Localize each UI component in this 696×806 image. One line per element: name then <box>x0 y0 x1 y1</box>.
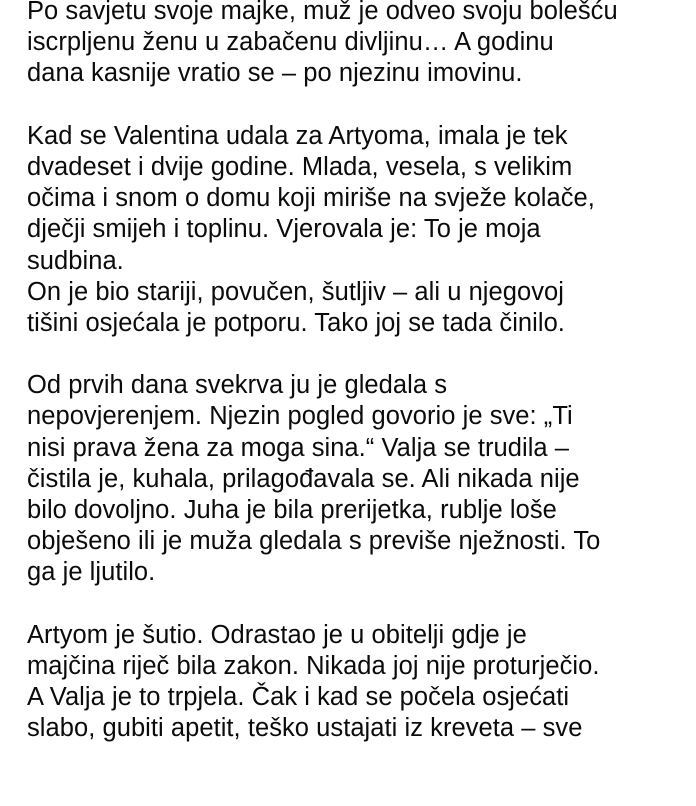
paragraph-2 <box>27 121 695 339</box>
text-line: dječji smijeh i toplinu. Vjerovala je: To je moja <box>27 215 541 244</box>
text-line: Po savjetu svoje majke, muž je odveo svoju bolešću <box>27 0 618 25</box>
text-line: dana kasnije vratio se – po njezinu imovinu. <box>27 59 523 88</box>
text-line: Od prvih dana svekrva ju je gledala s <box>27 371 447 400</box>
text-line: tišini osjećala je potporu. Tako joj se tada činilo. <box>27 308 565 337</box>
text-line: slabo, gubiti apetit, teško ustajati iz kreveta – sve <box>27 714 583 743</box>
paragraph-gap <box>27 90 695 121</box>
text-line: nepovjerenjem. Njezin pogled govorio je sve: „Ti <box>27 402 573 431</box>
text-line: A Valja je to trpjela. Čak i kad se počela osjećati <box>27 683 570 712</box>
text-line: obješeno ili je muža gledala s previše nježnosti. To <box>27 527 601 556</box>
paragraph-3 <box>27 370 695 588</box>
paragraph-gap <box>27 339 695 370</box>
paragraph-1 <box>27 0 695 90</box>
text-line: sudbina. <box>27 246 124 275</box>
text-line: majčina riječ bila zakon. Nikada joj nije proturječio. <box>27 651 600 680</box>
text-line: ga je ljutilo. <box>27 558 156 587</box>
text-line: očima i snom o domu koji miriše na svježe kolače, <box>27 184 595 213</box>
text-line: dvadeset i dvije godine. Mlada, vesela, s velikim <box>27 152 573 181</box>
text-line: nisi prava žena za moga sina.“ Valja se trudila – <box>27 433 570 462</box>
text-line: bilo dovoljno. Juha je bila prerijetka, rublje loše <box>27 496 557 524</box>
text-line: Kad se Valentina udala za Artyoma, imala je tek <box>27 121 568 150</box>
paragraph-4 <box>27 620 695 745</box>
text-line: On je bio stariji, povučen, šutljiv – ali u njegovoj <box>27 277 564 306</box>
paragraph-gap <box>27 589 695 620</box>
text-line: iscrpljenu ženu u zabačenu divljinu… A godinu <box>27 28 554 57</box>
text-line: čistila je, kuhala, prilagođavala se. Ali nikada nije <box>27 464 580 493</box>
post-text <box>27 0 695 745</box>
text-line: Artyom je šutio. Odrastao je u obitelji gdje je <box>27 620 527 649</box>
